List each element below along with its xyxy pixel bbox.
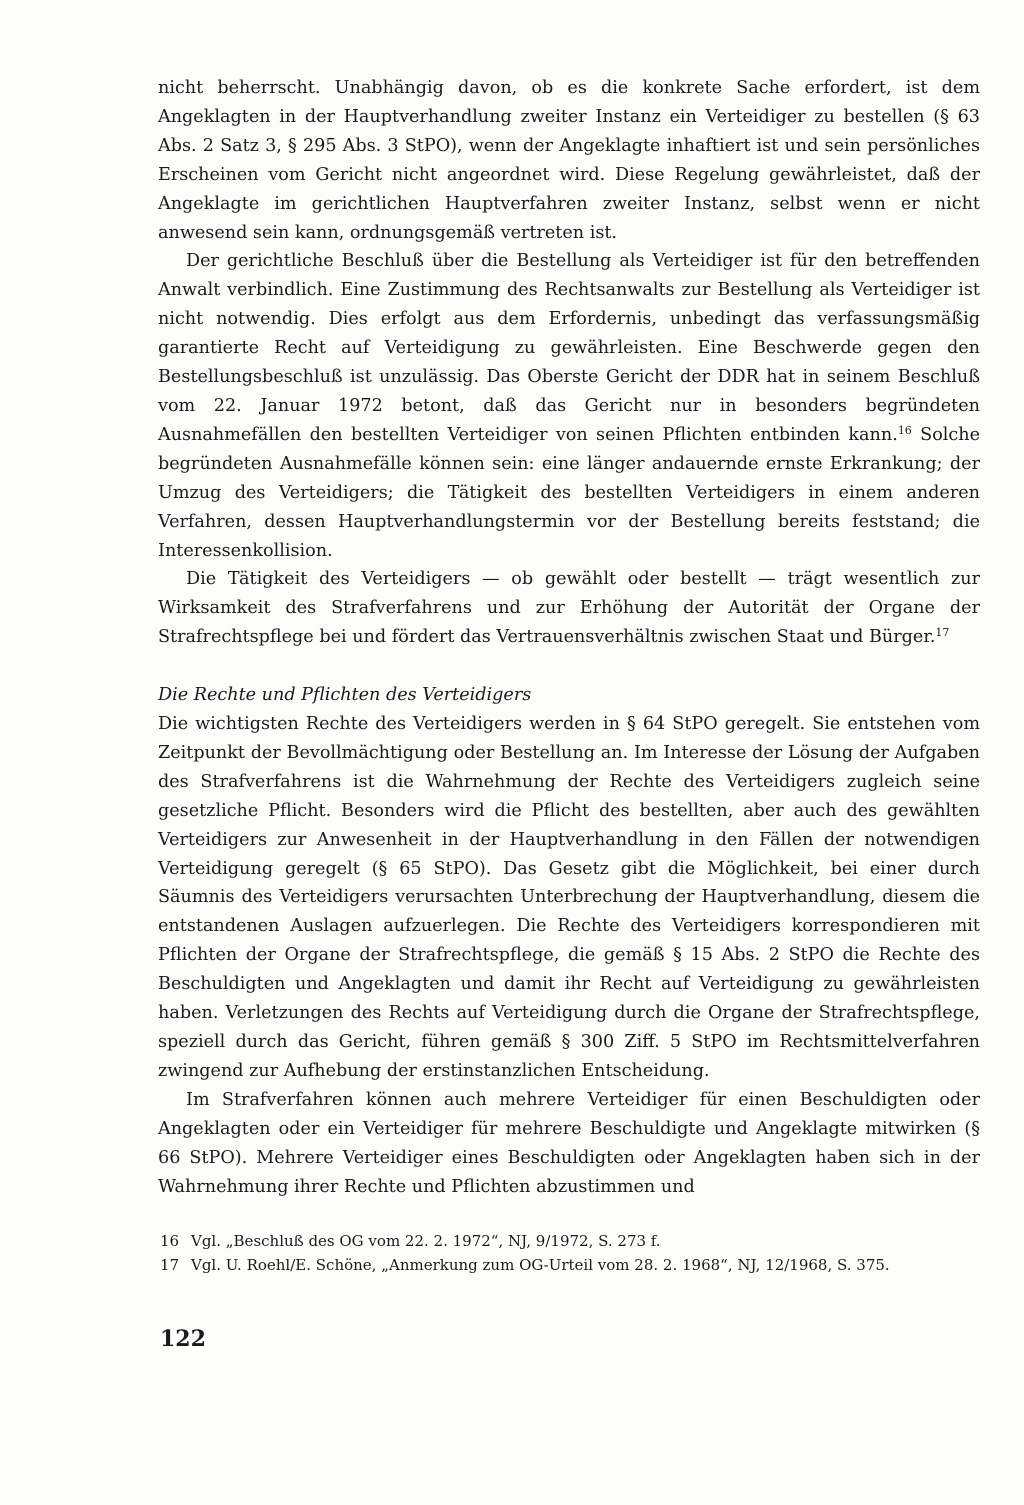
body-text	[158, 74, 980, 1201]
paragraph-3-text: Die Tätigkeit des Verteidigers — ob gewählt oder bestellt — trägt wesentlich zur Wirksamkeit des Strafverfahrens und zur Erhöhung der Autorität der Organe der Strafrechtspflege bei und fördert das Vertrauensverhältnis zwischen Staat und Bürger.	[158, 569, 980, 648]
section-heading: Die Rechte und Pflichten des Verteidigers	[158, 685, 532, 706]
paragraph-3	[158, 565, 980, 652]
paragraph-2-text-cont: Solche begründeten Ausnahmefälle können sein: eine länger andauernde ernste Erkrankung; der Umzug des Verteidigers; die Tätigkeit des bestellten Verteidigers in einem anderen Verfahren, dessen Hauptverhandlungstermin vor der Bestellung bereits feststand; die Interessenkollision.	[158, 424, 981, 561]
page-number: 122	[160, 1326, 206, 1352]
paragraph-1: nicht beherrscht. Unabhängig davon, ob es die konkrete Sache erfordert, ist dem Angeklagten in der Hauptverhandlung zweiter Instanz ein Verteidiger zu bestellen (§ 63 Abs. 2 Satz 3, § 295 Abs. 3 StPO), wenn der Angeklagte inhaftiert ist und sein persönliches Erscheinen vom Gericht nicht angeordnet wird. Diese Regelung gewährleistet, daß der Angeklagte im gerichtlichen Hauptverfahren zweiter Instanz, selbst wenn er nicht anwesend sein kann, ordnungsgemäß vertreten ist.	[158, 78, 980, 243]
footnote-number: 17	[160, 1256, 180, 1274]
paragraph-2	[158, 247, 980, 565]
footnote-number: 16	[160, 1232, 180, 1250]
footnote-17	[160, 1253, 980, 1277]
footnotes	[160, 1229, 980, 1277]
footnote-text: Vgl. „Beschluß des OG vom 22. 2. 1972“, NJ, 9/1972, S. 273 f.	[191, 1232, 661, 1250]
footnote-ref-17: 17	[935, 626, 950, 640]
footnote-text: Vgl. U. Roehl/E. Schöne, „Anmerkung zum OG-Urteil vom 28. 2. 1968“, NJ, 12/1968, S. 375.	[191, 1256, 890, 1274]
footnote-ref-16: 16	[897, 423, 912, 437]
footnote-16	[160, 1229, 980, 1253]
paragraph-2-text: Der gerichtliche Beschluß über die Bestellung als Verteidiger ist für den betreffenden Anwalt verbindlich. Eine Zustimmung des Rechtsanwalts zur Bestellung als Verteidiger ist nicht notwendig. Dies erfolgt aus dem Erfordernis, unbedingt das verfassungsmäßig garantierte Recht auf Verteidigung zu gewährleisten. Eine Beschwerde gegen den Bestellungsbeschluß ist unzulässig. Das Oberste Gericht der DDR hat in seinem Beschluß vom 22. Januar 1972 betont, daß das Gericht nur in besonders begründeten Ausnahmefällen den bestellten Verteidiger von seinen Pflichten entbinden kann.	[158, 251, 980, 445]
paragraph-4: Die wichtigsten Rechte des Verteidigers werden in § 64 StPO geregelt. Sie entstehen vom Zeitpunkt der Bevollmächtigung oder Bestellung an. Im Interesse der Lösung der Aufgaben des Strafverfahrens ist die Wahrnehmung der Rechte des Verteidigers zugleich seine gesetzliche Pflicht. Besonders wird die Pflicht des bestellten, aber auch des gewählten Verteidigers zur Anwesenheit in der Hauptverhandlung in den Fällen der notwendigen Verteidigung geregelt (§ 65 StPO). Das Gesetz gibt die Möglichkeit, bei einer durch Säumnis des Verteidigers verursachten Unterbrechung der Hauptverhandlung, diesem die entstandenen Auslagen aufzuerlegen. Die Rechte des Verteidigers korrespondieren mit Pflichten der Organe der Strafrechtspflege, die gemäß § 15 Abs. 2 StPO die Rechte des Beschuldigten und Angeklagten und damit ihr Recht auf Verteidigung zu gewährleisten haben. Verletzungen des Rechts auf Verteidigung durch die Organe der Strafrechtspflege, speziell durch das Gericht, führen gemäß § 300 Ziff. 5 StPO im Rechtsmittelverfahren zwingend zur Aufhebung der erstinstanzlichen Entscheidung.	[158, 714, 980, 1081]
paragraph-5: Im Strafverfahren können auch mehrere Verteidiger für einen Beschuldigten oder Angeklagten oder ein Verteidiger für mehrere Beschuldigte und Angeklagte mitwirken (§ 66 StPO). Mehrere Verteidiger eines Beschuldigten oder Angeklagten haben sich in der Wahrnehmung ihrer Rechte und Pflichten abzustimmen und	[158, 1089, 980, 1197]
